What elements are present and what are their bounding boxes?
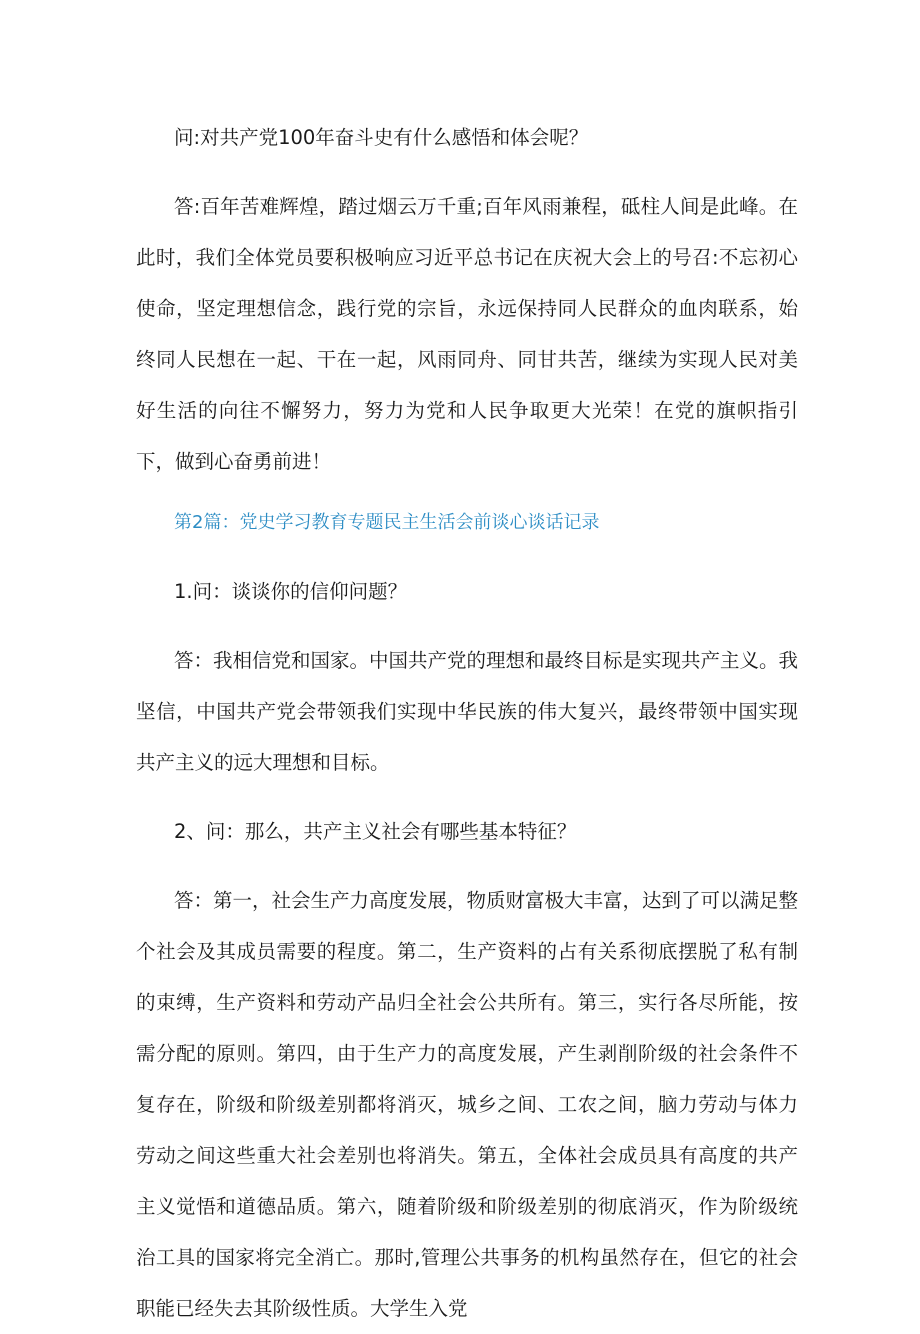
section-heading: 第2篇：党史学习教育专题民主生活会前谈心谈话记录: [174, 512, 600, 533]
question-paragraph: 2、问：那么，共产主义社会有哪些基本特征？: [174, 820, 577, 843]
answer-paragraph: 答：我相信党和国家。中国共产党的理想和最终目标是实现共产主义。我坚信，中国共产党会带领我们实现中华民族的伟大复兴，最终带领中国实现共产主义的远大理想和目标。: [136, 649, 799, 774]
question-paragraph: 1.问：谈谈你的信仰问题？: [174, 580, 408, 603]
answer-paragraph: 答：第一，社会生产力高度发展，物质财富极大丰富，达到了可以满足整个社会及其成员需要的程度。第二，生产资料的占有关系彻底摆脱了私有制的束缚，生产资料和劳动产品归全社会公共所有。第三，实行各尽所能，按需分配的原则。第四，由于生产力的高度发展，产生剥削阶级的社会条件不复存在，阶级和阶级差别都将消灭，城乡之间、工农之间，脑力劳动与体力劳动之间这些重大社会差别也将消失。第五，全体社会成员具有高度的共产主义觉悟和道德品质。第六，随着阶级和阶级差别的彻底消灭，作为阶级统治工具的国家将完全消亡。那时,管理公共事务的机构虽然存在，但它的社会职能已经失去其阶级性质。大学生入党: [136, 889, 799, 1320]
question-paragraph: 问:对共产党100年奋斗史有什么感悟和体会呢？: [174, 126, 589, 149]
answer-paragraph: 答:百年苦难辉煌，踏过烟云万千重;百年风雨兼程，砥柱人间是此峰。在此时，我们全体党员要积极响应习近平总书记在庆祝大会上的号召:不忘初心使命，坚定理想信念，践行党的宗旨，永远保持同人民群众的血肉联系，始终同人民想在一起、干在一起，风雨同舟、同甘共苦，继续为实现人民对美好生活的向往不懈努力，努力为党和人民争取更大光荣！在党的旗帜指引下，做到心奋勇前进！: [136, 195, 798, 473]
document-page: [136, 112, 798, 1334]
